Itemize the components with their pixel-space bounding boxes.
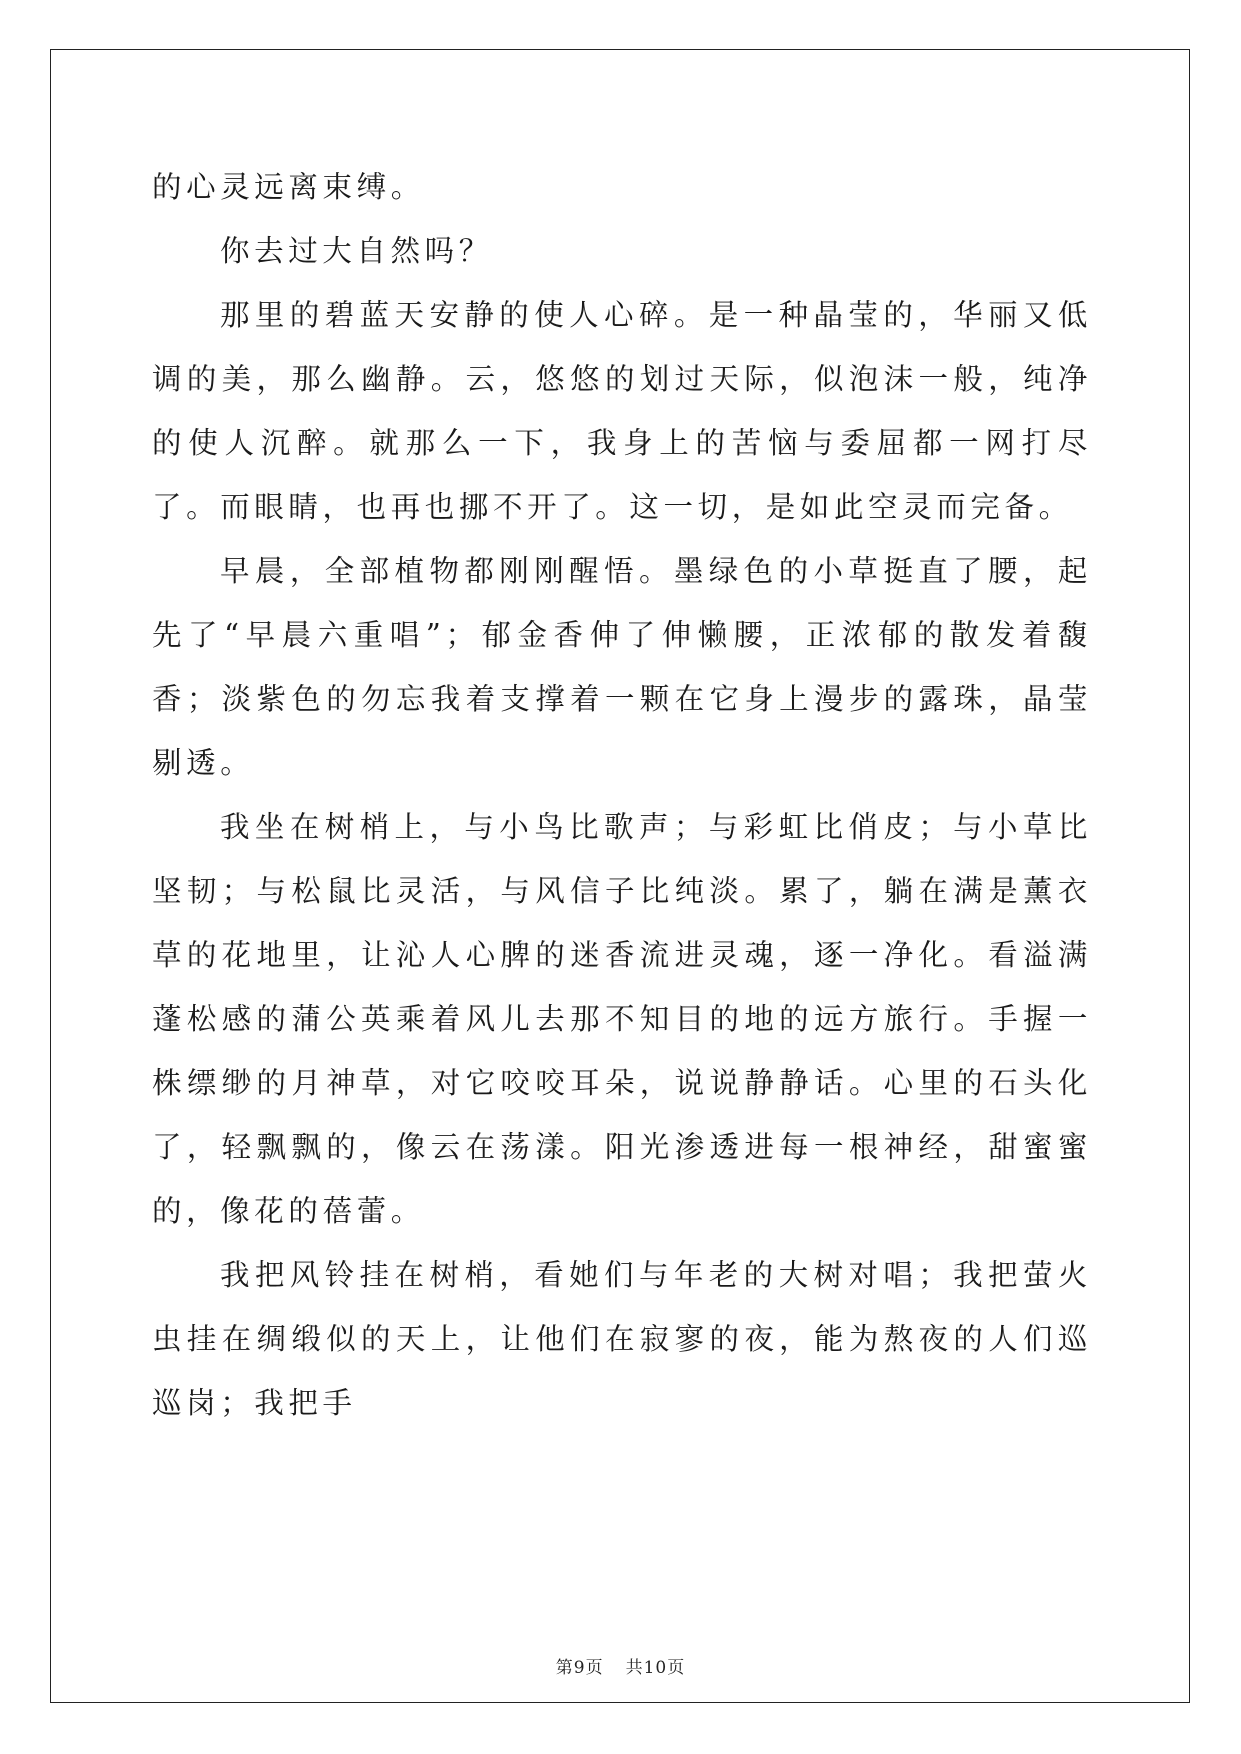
paragraph-4: 早晨，全部植物都刚刚醒悟。墨绿色的小草挺直了腰，起先了“早晨六重唱”；郁金香伸了伸懒腰，正浓郁的散发着馥香；淡紫色的勿忘我着支撑着一颗在它身上漫步的露珠，晶莹剔透。 xyxy=(152,554,1092,780)
paragraph-6: 我把风铃挂在树梢，看她们与年老的大树对唱；我把萤火虫挂在绸缎似的天上，让他们在寂寥的夜，能为熬夜的人们巡巡岗；我把手 xyxy=(152,1258,1092,1420)
page-number: 第9页 xyxy=(555,1658,604,1678)
paragraph-1: 的心灵远离束缚。 xyxy=(152,170,425,204)
paragraph-3: 那里的碧蓝天安静的使人心碎。是一种晶莹的，华丽又低调的美，那么幽静。云，悠悠的划过天际，似泡沫一般，纯净的使人沉醉。就那么一下，我身上的苦恼与委屈都一网打尽了。而眼睛，也再也挪不开了。这一切，是如此空灵而完备。 xyxy=(152,298,1092,524)
paragraph-2: 你去过大自然吗？ xyxy=(220,234,493,268)
page-footer xyxy=(0,1653,1241,1678)
document-body xyxy=(152,155,1092,1435)
page-total: 共10页 xyxy=(625,1658,686,1678)
paragraph-5: 我坐在树梢上，与小鸟比歌声；与彩虹比俏皮；与小草比坚韧；与松鼠比灵活，与风信子比纯淡。累了，躺在满是薰衣草的花地里，让沁人心脾的迷香流进灵魂，逐一净化。看溢满蓬松感的蒲公英乘着风儿去那不知目的地的远方旅行。手握一株缥缈的月神草，对它咬咬耳朵，说说静静话。心里的石头化了，轻飘飘的，像云在荡漾。阳光渗透进每一根神经，甜蜜蜜的，像花的蓓蕾。 xyxy=(152,810,1092,1228)
